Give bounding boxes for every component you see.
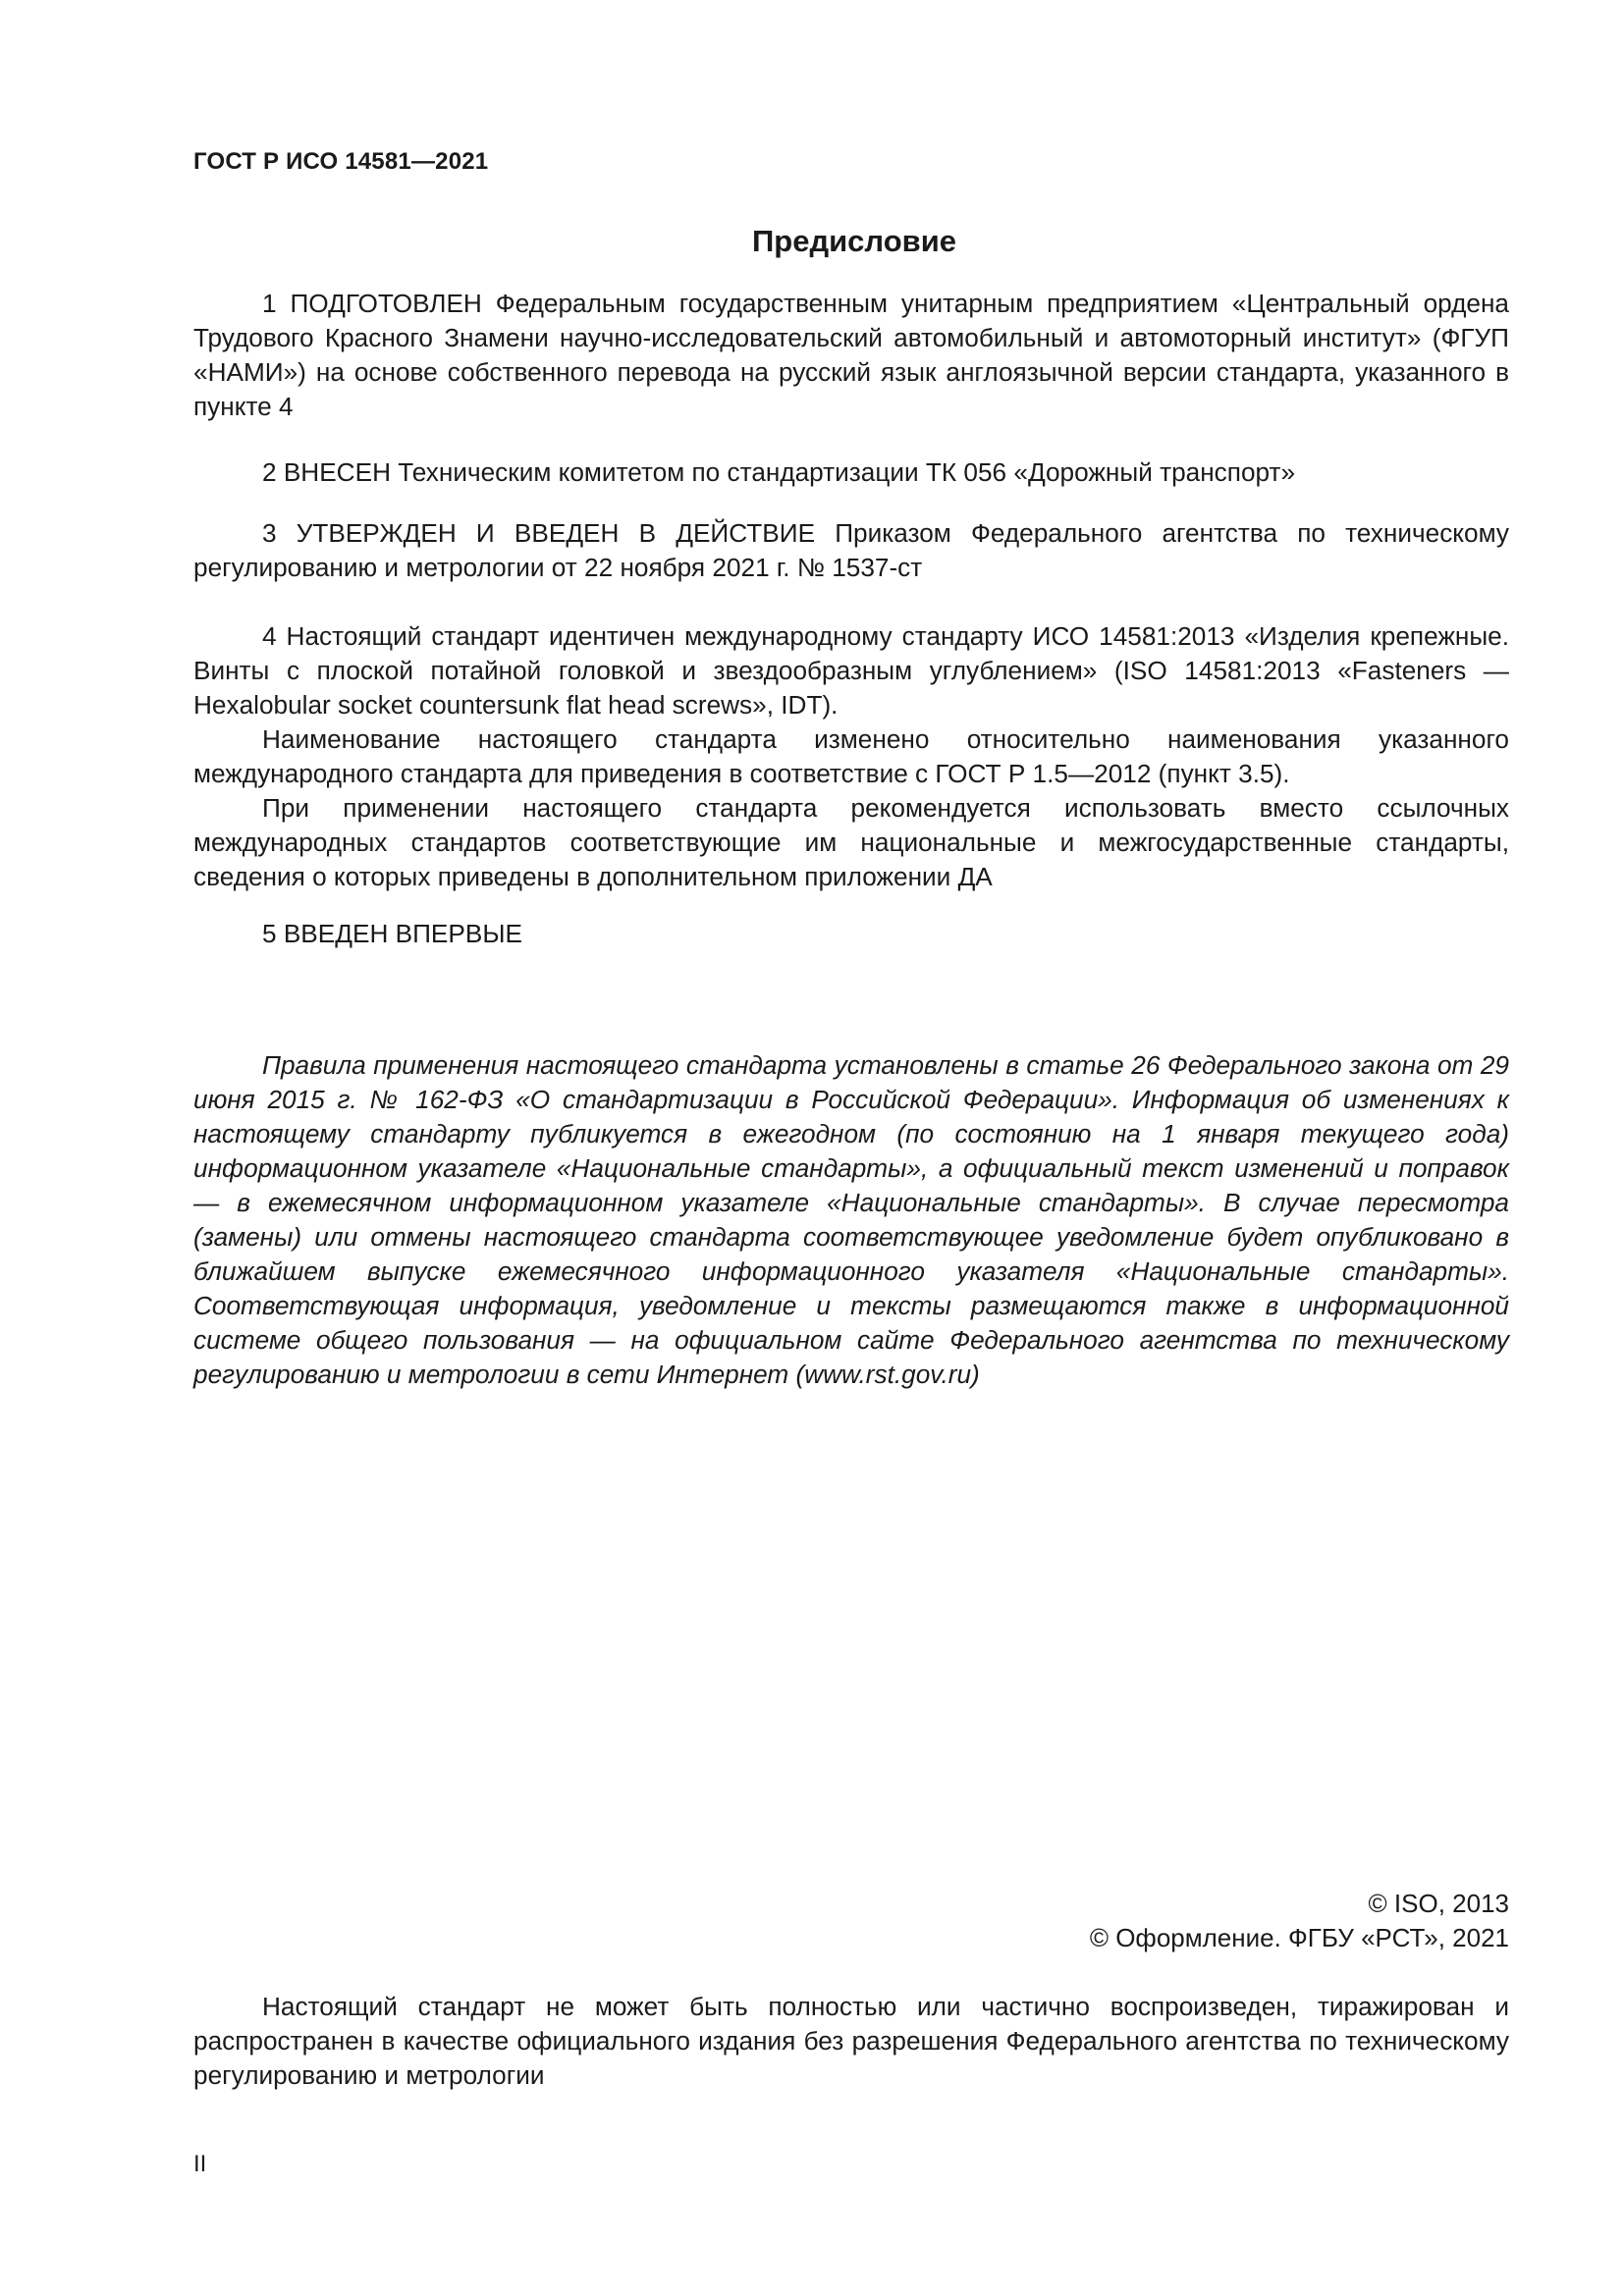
copyright-iso: © ISO, 2013 bbox=[1368, 1889, 1509, 1918]
document-header: ГОСТ Р ИСО 14581—2021 bbox=[193, 148, 489, 175]
copyright-design: © Оформление. ФГБУ «РСТ», 2021 bbox=[1089, 1923, 1509, 1952]
foreword-item-1: 1 ПОДГОТОВЛЕН Федеральным государственным унитарным предприятием «Центральный ордена Трудового Красного Знамени научно-исследовательский автомобильный и автомоторный институт» (ФГУП «НАМИ») на основе собственного перевода на русский язык англоязычной версии стандарта, указанного в пункте 4 bbox=[193, 289, 1509, 421]
foreword-item-4-references-note: При применении настоящего стандарта рекомендуется использовать вместо ссылочных международных стандартов соответствующие им национальные и межгосударственные стандарты, сведения о которых приведены в дополнительном приложении ДА bbox=[193, 793, 1509, 891]
rules-notice: Правила применения настоящего стандарта установлены в статье 26 Федерального закона от 29 июня 2015 г. № 162-ФЗ «О стандартизации в Российской Федерации». Информация об изменениях к настоящему стандарту публикуется в ежегодном (по состоянию на 1 января текущего года) информационном указателе «Национальные стандарты», а официальный текст изменений и поправок — в ежемесячном информационном указателе «Национальные стандарты». В случае пересмотра (замены) или отмены настоящего стандарта соответствующее уведомление будет опубликовано в ближайшем выпуске ежемесячного информационного указателя «Национальные стандарты». Соответствующая информация, уведомление и тексты размещаются также в информационной системе общего пользования — на официальном сайте Федерального агентства по техническому регулированию и метрологии в сети Интернет (www.rst.gov.ru) bbox=[193, 1050, 1509, 1389]
foreword-item-4: 4 Настоящий стандарт идентичен международному стандарту ИСО 14581:2013 «Изделия крепежные. Винты с плоской потайной головкой и звездообразным углублением» (ISO 14581:2013 «Fasteners — Hexalobular socket countersunk flat head screws», IDT). bbox=[193, 621, 1509, 720]
foreword-item-2: 2 ВНЕСЕН Техническим комитетом по стандартизации ТК 056 «Дорожный транспорт» bbox=[262, 457, 1296, 487]
reproduction-notice: Настоящий стандарт не может быть полностью или частично воспроизведен, тиражирован и распространен в качестве официального издания без разрешения Федерального агентства по техническому регулированию и метрологии bbox=[193, 1992, 1509, 2090]
foreword-item-4-rename-note: Наименование настоящего стандарта изменено относительно наименования указанного международного стандарта для приведения в соответствие с ГОСТ Р 1.5—2012 (пункт 3.5). bbox=[193, 724, 1509, 788]
page-number: II bbox=[193, 2151, 207, 2177]
foreword-item-3: 3 УТВЕРЖДЕН И ВВЕДЕН В ДЕЙСТВИЕ Приказом Федерального агентства по техническому регулированию и метрологии от 22 ноября 2021 г. № 1537-ст bbox=[193, 518, 1509, 582]
page-title: Предисловие bbox=[751, 224, 956, 258]
foreword-item-5: 5 ВВЕДЕН ВПЕРВЫЕ bbox=[262, 919, 522, 948]
